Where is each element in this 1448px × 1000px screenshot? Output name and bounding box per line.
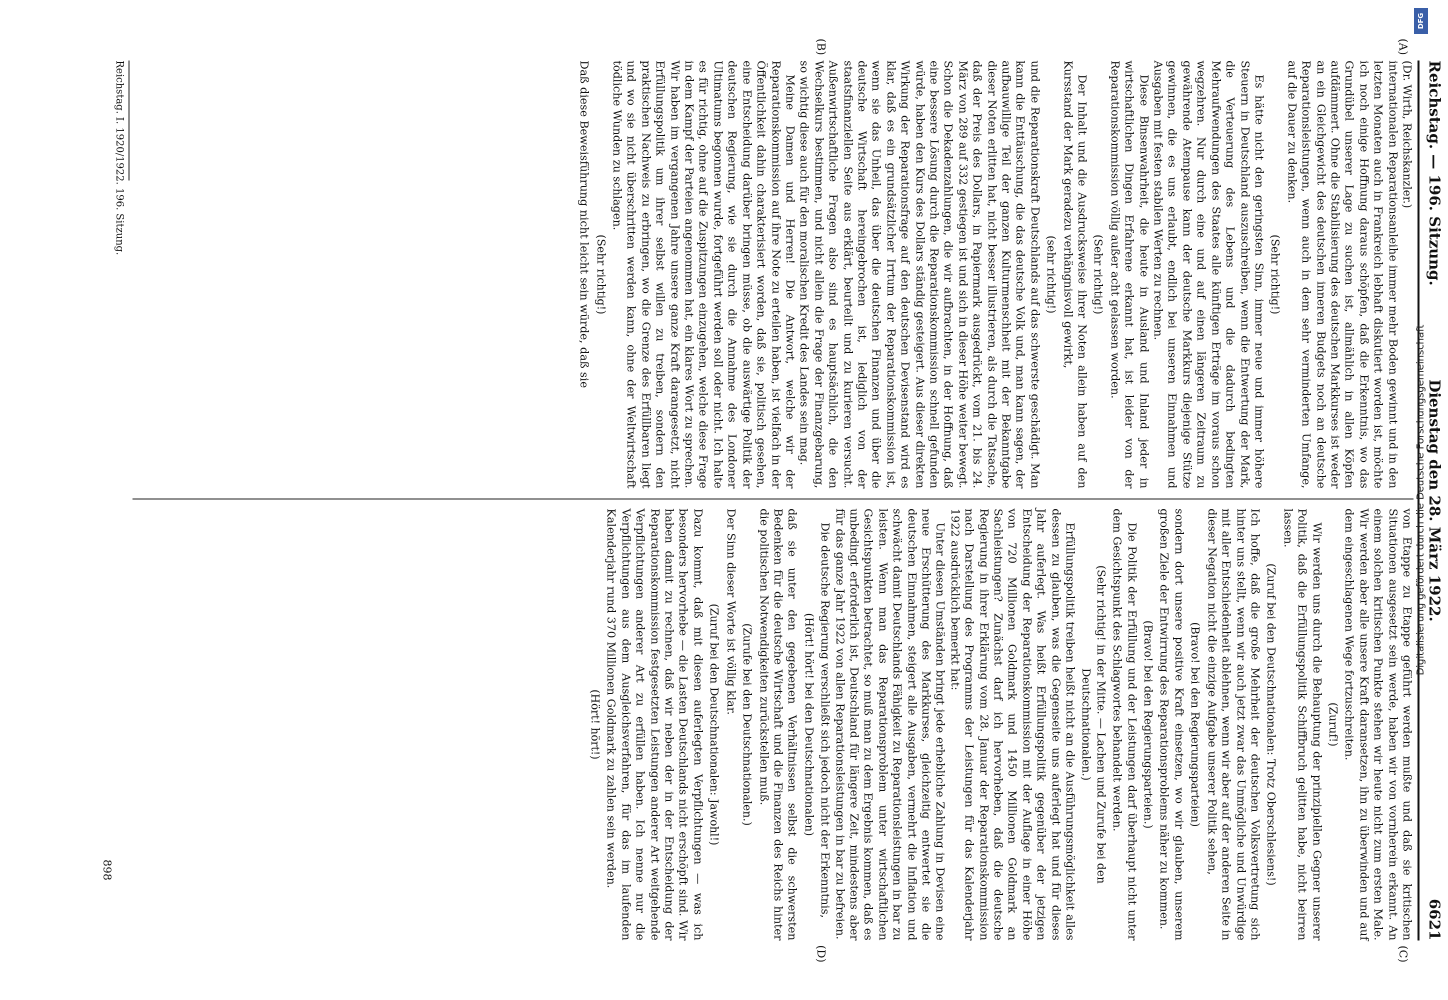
margin-mark-d: (D) bbox=[814, 945, 828, 963]
interjection: (Sehr richtig!) bbox=[1268, 234, 1282, 315]
paragraph: Dazu kommt, daß mit diesen auferlegten Verpflichtungen — was ich besonders hervorhebe — die Lasten Deutschlands nicht erschöpft sind. Wir haben damit zu rechnen, daß wir neben der in der Entscheidung der Reparationskommission festgesetzten Leistungen anderer Art weitgehende Verpflichtungen anderer Art zu erfüllen haben. Ich nenne nur die Verpflichtungen aus dem Ausgleichsverfahren, für das im laufenden Kalenderjahr rund 370 Millionen Goldmark zu zahlen sein werden. bbox=[604, 508, 705, 941]
paragraph: Es hätte nicht den geringsten Sinn, immer neue und immer höhere Steuern in Deutschland auszuschreiben, wenn die Entwertung der Mark, die Verteuerung des Lebens und die dadurch bedingten Mehraufwendungen des Staates alle künftigen Erträge im voraus schon wegzehren. Nur durch eine und auf einen längeren Zeitraum zu gewährende Atempause kann der deutsche Markkurs diejenige Stütze gewinnen, die es uns erlaubt, endlich bei unseren Einnahmen und Ausgaben mit festen stabilen Werten zu rechnen. bbox=[1151, 60, 1266, 489]
interjection: (Sehr richtig!) bbox=[594, 234, 608, 315]
paragraph: Die deutsche Regierung verschließt sich jedoch nicht der Erkenntnis, bbox=[818, 522, 832, 919]
margin-mark-a: (A) bbox=[1396, 38, 1410, 56]
paragraph: internationalen Reparationsanleihe immer mehr Boden gewinnt und in den letzten Monaten auch in Frankreich lebhaft diskutiert worden ist, möchte ich noch einige Hoffnung daraus schöpfen, daß die Erkenntnis, wo das Grundübel unserer Lage zu suchen ist, allmählich in allen Köpfen aufdämmert. Ohne die Stabilisierung des deutschen Markkurses ist weder an ein Gleichgewicht des deutschen inneren Budgets noch an deutsche Reparationsleistungen, wenn auch in dem sehr verminderten Umfange, auf die Dauer zu denken. bbox=[1285, 60, 1400, 489]
left-column bbox=[133, 61, 1414, 489]
header-left: Reichstag. — 196. Sitzung. bbox=[1425, 60, 1444, 286]
page-number: 6621 bbox=[1425, 898, 1444, 941]
paragraph: Diese Binsenwahrheit, die heute in Ausland und Inland jeder in wirtschaftlichen Dingen Erfahrene erkannt hat, ist leider von der Reparationskommission völlig außer acht gelassen worden. bbox=[1108, 60, 1151, 489]
interjection: (Hört! hört! bei den Deutschnationalen) bbox=[802, 612, 816, 837]
paragraph: und die Reparationskraft Deutschlands auf das schwerste geschädigt. Man kann die Enttäuschung, die das deutsche Volk und, man kann sagen, der aufbauwillige Teil der ganzen Kulturmenschheit mit der Bekanntgabe dieser Noten erlitten hat, nicht besser illustrieren, als durch die Tatsache, daß der Preis des Dollars, in Papiermark ausgedrückt, vom 21. bis 24. März von 289 auf 332 gestiegen ist und sich in dieser Höhe weiter bewegt. Schon die Dekadenzahlungen, die wir aufbrachten, in der Hoffnung, daß eine bessere Lösung durch die Reparationskommission schnell gefunden würde, haben den Kurs des Dollars ständig gesteigert. Aus dieser direkten Wirkung der Reparationsfrage auf den deutschen Devisenstand wird es klar, daß es ein grundsätzlicher Irrtum der Reparationskommission ist, wenn sie das Unheil, das über die deutschen Finanzen und über die deutsche Wirtschaft hereingebrochen ist, lediglich von der staatsfinanziellen Seite aus erklärt, beurteilt und zu kurieren versucht. Außenwirtschaftliche Fragen also sind es hauptsächlich, die den Wechselkurs bestimmen, und nicht allein die Frage der Finanzgebarung, so wichtig diese auch für den moralischen Kredit des Landes sein mag. bbox=[797, 60, 1042, 489]
paragraph: Die Politik der Erfüllung und der Leistungen darf überhaupt nicht unter dem Gesichtspunkt des Schlagwortes behandelt werden. bbox=[1110, 508, 1139, 941]
paragraph: von Etappe zu Etappe geführt werden mußte und daß sie kritischen Situationen ausgesetzt sein werde, haben wir von vornherein erkannt. An einem solchen kritischen Punkte stehen wir heute nicht zum ersten Male. Wir werden aber alle unsere Kraft daransetzen, ihn zu überwinden und auf dem eingeschlagenen Wege fortzuschreiten. bbox=[1342, 508, 1414, 941]
right-column bbox=[133, 509, 1414, 941]
column-divider bbox=[133, 499, 1414, 500]
paragraph: Daß diese Beweisführung nicht leicht sein würde, daß sie bbox=[577, 60, 591, 388]
paragraph: daß sie unter den gegebenen Verhältnissen selbst die schwersten Bedenken für die deutsche Wirtschaft und die Finanzen des Reichs hinter die politischen Notwendigkeiten zurückstellen muß. bbox=[757, 508, 799, 941]
interjection: (Bravo! bei den Regierungsparteien.) bbox=[1141, 620, 1155, 829]
interjection: (Zuruf bei den Deutschnationalen: Trotz Oberschlesiens!) bbox=[1264, 563, 1278, 886]
interjection: (Zuruf!) bbox=[1326, 702, 1340, 747]
paragraph: sondern dort unsere positive Kraft einsetzen, wo wir glauben, unserem großen Ziele der Entwirrung des Reparationsproblems näher zu kommen. bbox=[1158, 508, 1186, 941]
margin-mark-c: (C) bbox=[1396, 945, 1410, 963]
rotated-page bbox=[93, 38, 1448, 963]
interjection: (Zurufe bei den Deutschnationalen.) bbox=[740, 623, 754, 826]
paragraph: Wir werden uns durch die Behauptung der prinzipiellen Gegner unserer Politik, daß die Erfüllungspolitik Schiffbruch gelitten habe, nicht beirren lassen. bbox=[1281, 508, 1324, 941]
speaker-label: (Dr. Wirth, Reichskanzler.) bbox=[1400, 60, 1414, 209]
interjection: (sehr richtig!) bbox=[1044, 235, 1058, 314]
paragraph: Der Inhalt und die Ausdrucksweise ihrer Noten allein haben auf den Kursstand der Mark geradezu verhängnisvoll gewirkt, bbox=[1061, 60, 1089, 489]
interjection: (Bravo! bei den Regierungsparteien) bbox=[1188, 622, 1202, 827]
interjection: (Hört! hört!) bbox=[588, 689, 602, 760]
margin-mark-b: (B) bbox=[814, 38, 828, 56]
paragraph: Erfüllungspolitik treiben heißt nicht an die Ausführungsmöglichkeit alles dessen zu glauben, was die Gegenseite uns auferlegt hat und für dieses Jahr auferlegt. Was heißt Erfüllungspolitik gegenüber der jetzigen Entscheidung der Reparationskommission mit der Auflage in einer Höhe von 720 Millionen Goldmark und 1450 Millionen Goldmark an Sachleistungen? Zunächst darf ich hervorheben, daß die deutsche Regierung in ihrer Erklärung vom 28. Januar der Reparationskommission nach Darstellung des Programms der Leistungen für das Kalenderjahr 1922 ausdrücklich bemerkt hat: bbox=[948, 508, 1077, 941]
interjection: (Sehr richtig!) bbox=[1091, 234, 1105, 315]
paragraph: Unter diesen Umständen bringt jede erhebliche Zahlung in Devisen eine neue Erschütterung des Markkurses, gleichzeitig entwertet sie die deutschen Einnahmen, steigert alle Ausgaben, vermehrt die Inflation und schwächt damit Deutschlands Fähigkeit zu Reparationsleistungen in bar zu leisten. Wenn man das Reparationsproblem unter wirtschaftlichen Gesichtspunkten betrachtet, so muß man zu dem Ergebnis kommen, daß es unbedingt erforderlich ist, Deutschland für längere Zeit, mindestens aber für das ganze Jahr 1922 von allen Reparationsleistungen in bar zu befreien. bbox=[833, 508, 947, 941]
footnote: Reichstag. I. 1920/1922. 196. Sitzung. bbox=[113, 60, 125, 256]
paragraph: Meine Damen und Herren! Die Antwort, welche wir der Reparationskommission auf ihre Note zu erteilen haben, ist vielfach in der Öffentlichkeit dahin charakterisiert worden, daß sie, politisch gesehen, eine Entscheidung darüber bringen müsse, ob die auswärtige Politik der deutschen Regierung, wie sie durch die Annahme des Londoner Ultimatums begonnen wurde, fortgeführt werden soll oder nicht. Ich halte es für richtig, ohne auf die Zuspitzungen einzugehen, welche diese Frage in dem Kampf der Parteien angenommen hat, ein klares Wort zu sprechen. Wir haben im vergangenen Jahre unsere ganze Kraft darangesetzt, nicht Erfüllungspolitik um ihrer selbst willen zu treiben, sondern den praktischen Nachweis zu erbringen, wo die Grenze des Erfüllbaren liegt und wo sie nicht überschritten werden kann, ohne der Weltwirtschaft tödliche Wunden zu schlagen. bbox=[610, 60, 797, 489]
folio-number: 898 bbox=[100, 859, 114, 881]
paragraph: Der Sinn dieser Worte ist völlig klar. bbox=[724, 508, 738, 715]
digitization-credit bbox=[1412, 8, 1430, 992]
dfg-logo-text: DFG bbox=[1417, 12, 1425, 30]
credit-text: Digitalisierung gefördert durch die Deutsche Forschungsgemeinschaft bbox=[1415, 324, 1427, 676]
footnote-rule bbox=[129, 61, 130, 181]
interjection: (Zuruf bei den Deutschnationalen: Jawohl!) bbox=[707, 603, 721, 846]
paragraph: Ich hoffe, daß die große Mehrheit der deutschen Volksvertretung sich hinter uns stellt, wenn wir auch jetzt zwar das Unmögliche und Unwürdige mit aller Entschiedenheit ablehnen, wenn wir aber auf der anderen Seite in dieser Negation nicht die einzige Aufgabe unserer Politik sehen, bbox=[1205, 508, 1262, 941]
header-date: Dienstag den 28. März 1922. bbox=[1425, 379, 1444, 622]
interjection: (Sehr richtig! in der Mitte. — Lachen und Zurufe bei den Deutschnationalen.) bbox=[1079, 565, 1108, 884]
